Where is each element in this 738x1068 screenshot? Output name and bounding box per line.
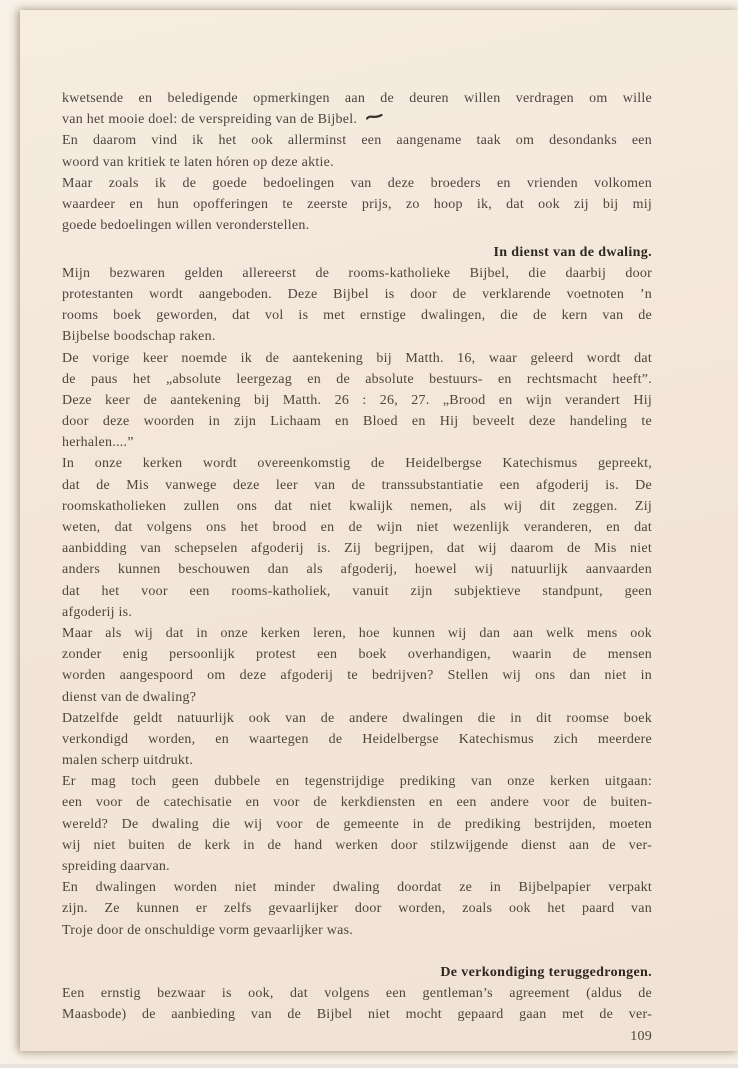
text-line: worden aangespoord om deze afgoderij te bedrijven? Stellen wij ons dan niet in xyxy=(62,668,652,684)
text-line: Datzelfde geldt natuurlijk ook van de andere dwalingen die in dit roomse boek xyxy=(62,710,652,726)
text-line: Mijn bezwaren gelden allereerst de rooms-katholieke Bijbel, die daarbij door xyxy=(62,265,652,281)
text-line: dat de Mis vanwege deze leer van de transsubstantiatie een afgoderij is. De xyxy=(62,477,652,493)
text-line: Er mag toch geen dubbele en tegenstrijdige prediking van onze kerken uitgaan: xyxy=(62,774,652,790)
text-line: afgoderij is. xyxy=(62,604,133,620)
text-line: En dwalingen worden niet minder dwaling doordat ze in Bijbelpapier verpakt xyxy=(62,880,652,896)
text-line: herhalen....” xyxy=(62,435,134,451)
text-line: anders kunnen beschouwen dan als afgoderij, hoewel wij natuurlijk aanvaarden xyxy=(62,562,652,578)
text-line: verkondigd worden, en waartegen de Heidelbergse Katechismus zich meerdere xyxy=(62,731,652,747)
text-line: wereld? De dwaling die wij voor de gemeente in de prediking bestrijden, moeten xyxy=(62,816,652,832)
text-line: zonder enig persoonlijk protest een boek overhandigen, waarin de mensen xyxy=(62,647,652,663)
text-line: spreiding daarvan. xyxy=(62,859,170,875)
text-line: zijn. Ze kunnen er zelfs gevaarlijker door worden, zoals ook het paard van xyxy=(62,901,652,917)
page-number: 109 xyxy=(630,1028,652,1044)
text-line: En daarom vind ik het ook allerminst een aangename taak om desondanks een xyxy=(62,133,652,149)
section-heading: In dienst van de dwaling. xyxy=(493,244,652,260)
text-line: Maasbode) de aanbieding van de Bijbel niet mocht gepaard gaan met de ver- xyxy=(62,1007,652,1023)
text-line: Bijbelse boodschap raken. xyxy=(62,329,216,345)
book-page xyxy=(20,10,738,1051)
text-line: protestanten wordt aangeboden. Deze Bijbel is door de verklarende voetnoten ’n xyxy=(62,286,652,302)
text-line: van het mooie doel: de verspreiding van de Bijbel. xyxy=(62,109,652,130)
handwritten-pen-mark xyxy=(366,113,383,121)
text-line: goede bedoelingen willen veronderstellen. xyxy=(62,218,310,234)
section-heading: De verkondiging teruggedrongen. xyxy=(440,964,652,980)
text-line: roomskatholieken zullen ons dat niet kwalijk nemen, als wij dit zeggen. Zij xyxy=(62,498,652,514)
text-line: de paus het „absolute leergezag en de absolute bestuurs- en rechtsmacht heeft”. xyxy=(62,371,652,387)
text-line: door deze woorden in zijn Lichaam en Bloed en Hij beveelt deze handeling te xyxy=(62,414,652,430)
text-line: malen scherp uitdrukt. xyxy=(62,753,194,769)
text-line: In onze kerken wordt overeenkomstig de Heidelbergse Katechismus gepreekt, xyxy=(62,456,652,472)
text-line: wij niet buiten de kerk in de hand werken door stilzwijgende dienst aan de ver- xyxy=(62,837,652,853)
text-line: Troje door de onschuldige vorm gevaarlijker was. xyxy=(62,922,354,938)
text-line: Een ernstig bezwaar is ook, dat volgens een gentleman’s agreement (aldus de xyxy=(62,986,652,1002)
text-line: kwetsende en beledigende opmerkingen aan de deuren willen verdragen om wille xyxy=(62,91,652,106)
text-line: Maar zoals ik de goede bedoelingen van deze broeders en vrienden volkomen xyxy=(62,175,652,191)
text-line: Deze keer de aantekening bij Matth. 26 : 26, 27. „Brood en wijn verandert Hij xyxy=(62,392,652,408)
text-column xyxy=(62,88,652,1047)
text-line: rooms boek geworden, dat vol is met ernstige dwalingen, die de kern van de xyxy=(62,308,652,324)
text-line: woord van kritiek te laten hóren op deze aktie. xyxy=(62,154,334,170)
text-line: Maar als wij dat in onze kerken leren, hoe kunnen wij dan aan welk mens ook xyxy=(62,625,652,641)
text-line: waardeer en hun opofferingen te zeerste prijs, zo hoop ik, dat ook zij bij mij xyxy=(62,196,652,212)
text-line: een voor de catechisatie en voor de kerkdiensten en een andere voor de buiten- xyxy=(62,795,652,811)
scan-bottom-edge xyxy=(0,1064,738,1068)
text-line: weten, dat volgens ons het brood en de wijn niet wezenlijk veranderen, en dat xyxy=(62,520,652,536)
text-line: dat het voor een rooms-katholiek, vanuit zijn subjektieve standpunt, geen xyxy=(62,583,652,599)
text-line: aanbidding van schepselen afgoderij is. Zij begrijpen, dat wij daarom de Mis niet xyxy=(62,541,652,557)
text-line: De vorige keer noemde ik de aantekening bij Matth. 16, waar geleerd wordt dat xyxy=(62,350,652,366)
text-line: dienst van de dwaling? xyxy=(62,689,197,705)
